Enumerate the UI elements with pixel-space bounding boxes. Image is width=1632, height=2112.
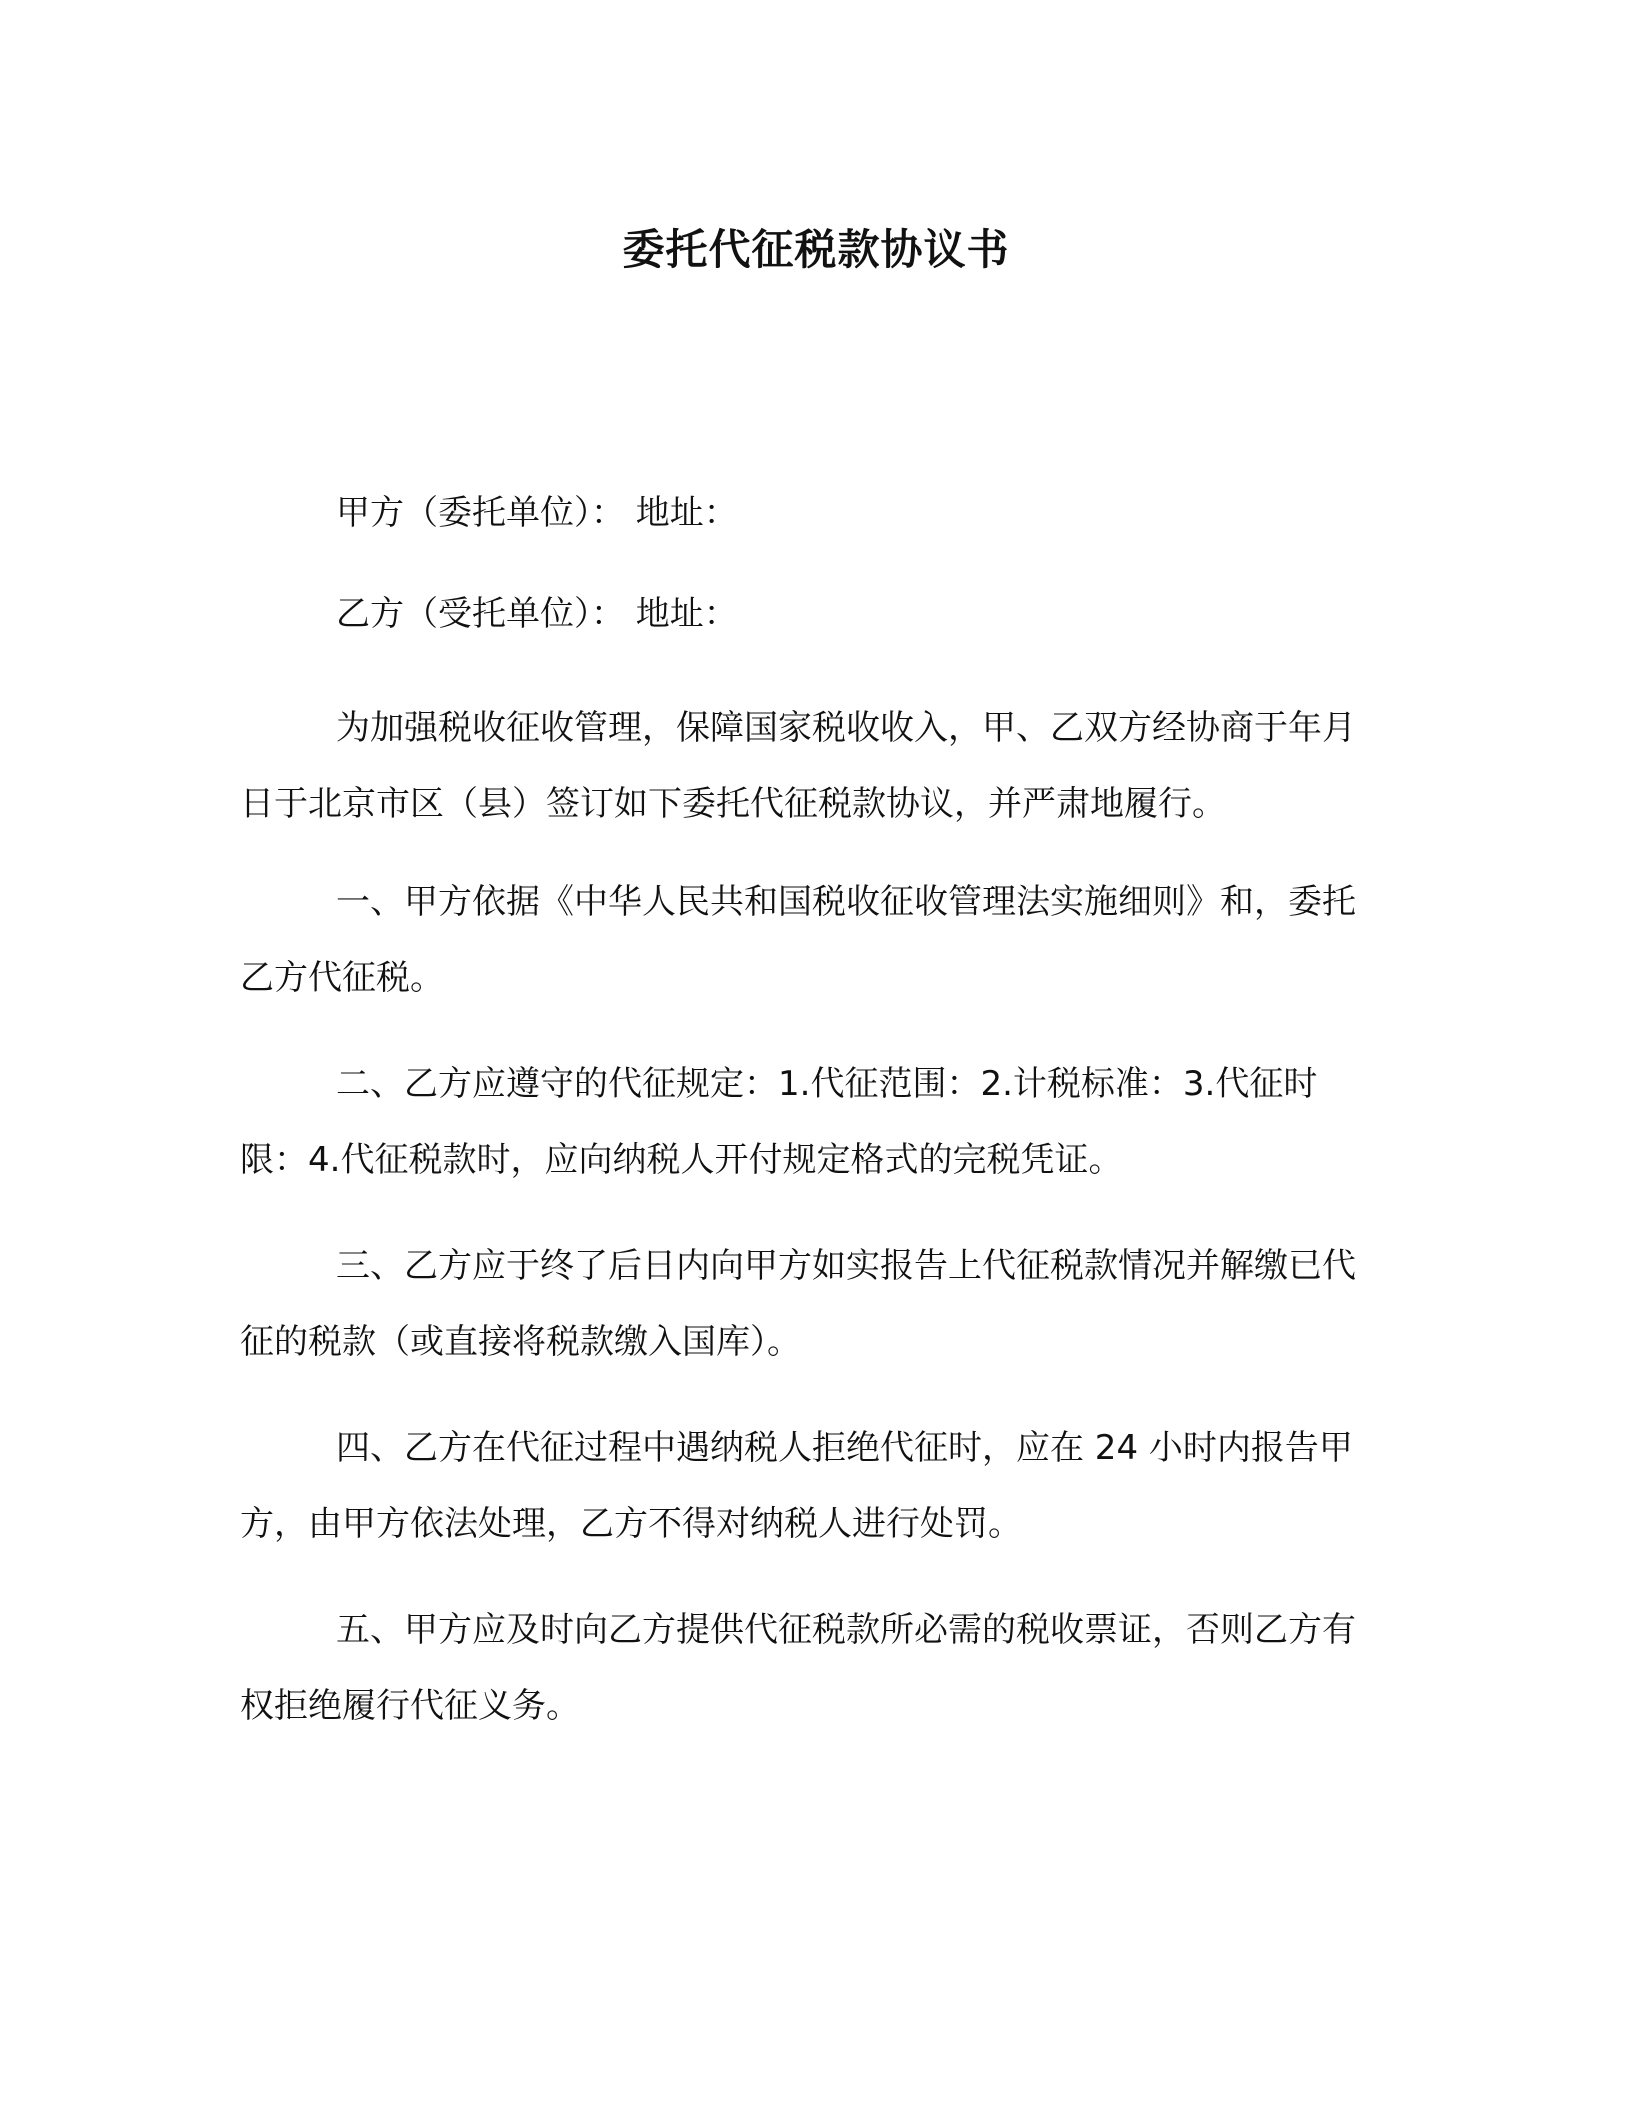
article-2: 二、乙方应遵守的代征规定：1.代征范围：2.计税标准：3.代征时限：4.代征税款时，应向纳税人开付规定格式的完税凭证。 bbox=[240, 1064, 1318, 1180]
article-5: 五、甲方应及时向乙方提供代征税款所必需的税收票证，否则乙方有权拒绝履行代征义务。 bbox=[240, 1610, 1356, 1726]
intro-paragraph: 为加强税收征收管理，保障国家税收收入，甲、乙双方经协商于年月日于北京市区（县）签订如下委托代征税款协议，并严肃地履行。 bbox=[240, 708, 1356, 824]
article-1: 一、甲方依据《中华人民共和国税收征收管理法实施细则》和，委托乙方代征税。 bbox=[240, 882, 1356, 998]
party-b-line: 乙方（受托单位）： 地址： bbox=[336, 594, 738, 634]
article-3: 三、乙方应于终了后日内向甲方如实报告上代征税款情况并解缴已代征的税款（或直接将税款缴入国库）。 bbox=[240, 1246, 1356, 1362]
party-a-line: 甲方（委托单位）： 地址： bbox=[336, 493, 738, 533]
document-title: 委托代征税款协议书 bbox=[622, 225, 1010, 274]
article-4: 四、乙方在代征过程中遇纳税人拒绝代征时，应在 24 小时内报告甲方，由甲方依法处理，乙方不得对纳税人进行处罚。 bbox=[240, 1428, 1353, 1544]
